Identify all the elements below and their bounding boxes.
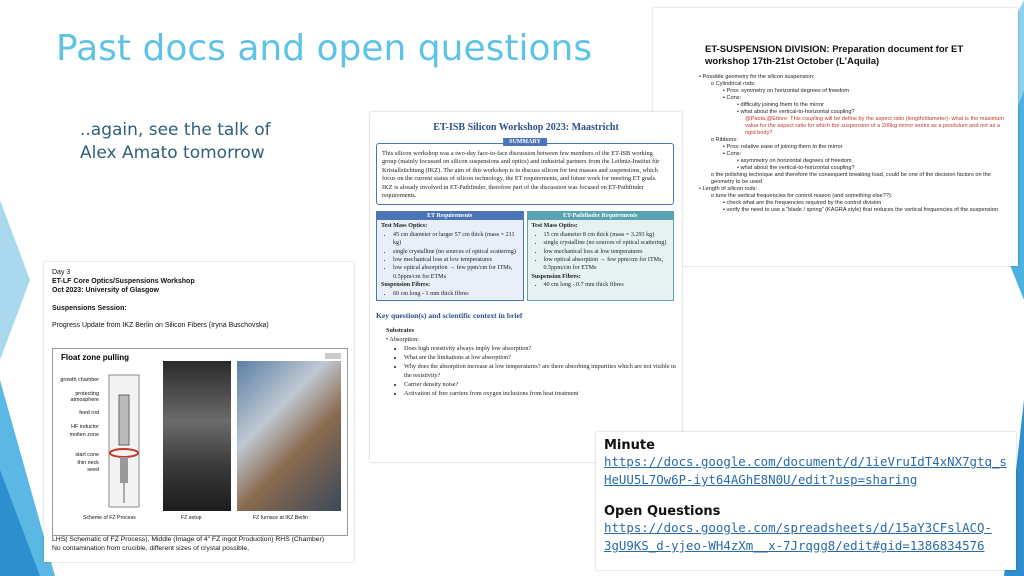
- fz-label: feed rod: [79, 409, 99, 416]
- fz-figure: [52, 348, 348, 536]
- doc-right-line: difficulty joining them to the mirror: [740, 102, 825, 108]
- doc-right-line: asymmetry on horizontal degrees of freedom: [740, 158, 852, 164]
- fz-schematic: [103, 365, 147, 515]
- doc-right-line: Pros: relative ease of joining them to the mirror: [726, 144, 843, 150]
- doc-mid-title: ET-ISB Silicon Workshop 2023: Maastricht: [433, 122, 619, 133]
- etpf-requirements-box: [527, 211, 675, 301]
- doc-right-line: Pros: symmetry on horizontal degrees of freedom: [726, 88, 850, 94]
- fz-label: protecting atmosphere: [70, 391, 99, 404]
- summary-label: SUMMARY: [503, 138, 547, 146]
- question-item: • What are the limitations at low absorption?: [404, 353, 676, 362]
- req-item: • 60 cm long - 1 mm thick fibres: [393, 290, 519, 298]
- footer-line: LHS( Schematic of FZ Process), Middle (Image of 4" FZ ingot Production) RHS (Chamber): [52, 536, 325, 543]
- req-item: • 40 cm long - 0.7 mm thick fibres: [544, 281, 670, 289]
- req-item: • 45 cm diameter or larger 57 cm thick (mass = 211 kg): [393, 231, 519, 248]
- links-box: [596, 432, 1016, 570]
- caption: Scheme of FZ Process: [83, 515, 136, 521]
- minute-label: Minute: [604, 438, 655, 453]
- fz-setup-photo: [163, 361, 231, 511]
- req-item: • low mechanical loss at low temperatures: [544, 248, 670, 256]
- doc-right-line: what about the vertical-to-horizontal coupling?: [740, 165, 855, 171]
- doc-right-comment: @Paola,@Ettore: This coupling will be define by the aspect ratio (length/diameter)- what is the maximum value for the aspect ratio for which the suspension of a 200kg mirror works as a pendulum and not as a rigid body?: [745, 116, 1005, 136]
- fz-label: growth chamber: [60, 377, 99, 383]
- subtitle-line-2: Alex Amato tomorrow: [80, 143, 265, 163]
- doc-right-line: Possible geometry for the silicon suspension:: [702, 74, 815, 80]
- et-requirements-box: [376, 211, 524, 301]
- substrates-label: Substrates: [386, 327, 414, 335]
- summary-box: [376, 139, 674, 205]
- fibres-label: Suspension Fibres:: [531, 273, 581, 280]
- fz-furnace-photo: [237, 361, 341, 511]
- req-item: • low optical absorption → few ppm/cm for ITMs, 0.5ppm/cm for ETMs: [393, 264, 519, 281]
- minute-url-line-2[interactable]: HeUU5L7Ow6P-iyt64AGhE8N0U/edit?usp=sharing: [604, 472, 918, 487]
- question-item: • Carrier density noise?: [404, 380, 676, 389]
- doc-right-line: the polishing technique and therefore the consequent breaking load, could be one of the decision factors on the geometry to be used: [711, 172, 991, 185]
- req-item: • single crystalline (no sources of optical scattering): [393, 248, 519, 256]
- doc-right-line: tune the vertical frequencies for control reason (and something else??):: [715, 193, 893, 199]
- req-item: • low mechanical loss at low temperatures: [393, 256, 519, 264]
- subtitle-line-1: ..again, see the talk of: [80, 120, 271, 140]
- doc-right-line: Cons:: [726, 151, 742, 157]
- workshop-label: ET-LF Core Optics/Suspensions Workshop: [52, 278, 195, 285]
- summary-text: This silicon workshop was a two-day face-to-face discussion between few members of the ET-ISB working group (mainly focussed on silicon suspensions and optics) and industrial partners from the Leibniz-Institut für Kristallzüchtung (IKZ). The aim of this workshop is to discuss silicon for test masses and suspensions, which focus on the current status of silicon technology, the ET requirements, and future work for meeting ET goals. IKZ is already involved in ET-Pathfinder, therefore part of the discussion was focused on ET-Pathfinder requirements.: [382, 150, 660, 200]
- etpf-requirements-header: ET-Pathfinder Requirements: [528, 212, 674, 220]
- talk-label: Progress Update from IKZ Berlin on Silicon Fibers (Iryna Buschovska): [52, 322, 269, 329]
- doc-right-line: Length of silicon rods:: [702, 186, 757, 192]
- session-label: Suspensions Session:: [52, 305, 127, 312]
- absorption-label: Absorption:: [389, 336, 419, 344]
- key-questions-title: Key question(s) and scientific context in brief: [376, 311, 523, 321]
- req-item: • low optical absorption → few ppm/cm for ITMs, 0.5ppm/cm for ETMs: [544, 256, 670, 273]
- doc-right-line: Cons:: [726, 95, 742, 101]
- doc-right-line: Ribbons:: [715, 137, 738, 143]
- question-item: • Why does the absorption increase at low temperatures? are there absorbing impurities which are not visible in the resistivity?: [404, 362, 676, 380]
- doc-right-line: what about the vertical-to-horizontal coupling?: [740, 109, 855, 115]
- fz-label: HF inductor: [71, 423, 99, 430]
- fibres-label: Suspension Fibres:: [381, 282, 431, 289]
- fig-logo: [325, 353, 341, 359]
- test-mass-label: Test Mass Optics:: [381, 223, 428, 230]
- open-questions-label: Open Questions: [604, 504, 721, 519]
- fig-title: Float zone pulling: [61, 353, 129, 362]
- doc-suspension-division: ET-SUSPENSION DIVISION: Preparation document for ET workshop 17th-21st October (L’Aquila) • Possible geometry for the silicon suspension: o Cylindrical rods: ▪ Pros: symmetry on horizontal degrees of freedom ▪ Cons: • difficulty joining them to the mirror • what about the vertical-to-horizontal coupling? @Paola,@Ettore: This coupling will be define by the aspect ratio (length/diameter)- what is the maximum value for the aspect ratio for which the suspension of a 200kg mirror works as a pendulum and not as a rigid body? o Ribbons: ▪ Pros: relative ease of joining them to the mirror ▪ Cons: • asymmetry on horizontal degrees of freedom • what about the vertical-to-horizontal coupling? o the polishing technique and therefore the consequent breaking load, could be one of the decision factors on the geometry to be used • Length of silicon rods: o tune the vertical frequencies for control reason (and something else??): ▪ check what are the frequencies required by the control division ▪ verify the need to use a “blade / spring” (KAGRA style) that reduces the vertical frequencies of the suspension: [653, 8, 1018, 266]
- req-item: • 15 cm diameter 8 cm thick (mass = 3.293 kg): [544, 231, 670, 239]
- req-item: • single crystalline (no sources of optical scattering): [544, 239, 670, 247]
- fz-label: thin neck: [77, 460, 99, 467]
- oq-url-line-2[interactable]: 3gU9KS_d-yjeo-WH4zXm__x-7Jrqgg8/edit#gid=1386834576: [604, 538, 985, 553]
- doc-right-line: check what are the frequencies required by the control division: [726, 200, 882, 206]
- question-item: • Activation of free carriers from oxygen inclusions from heat treatment: [404, 389, 676, 398]
- minute-link[interactable]: [604, 453, 1008, 489]
- subtitle: [80, 119, 271, 165]
- question-item: • Does high resistivity always imply low absorption?: [404, 344, 676, 353]
- doc-et-isb-workshop: ET-ISB Silicon Workshop 2023: Maastricht SUMMARY This silicon workshop was a two-day face-to-face discussion between few members of the ET-ISB working group (mainly focussed on silicon suspensions and optics) and industrial partners from the Leibniz-Institut für Kristallzüchtung (IKZ). The aim of this workshop is to discuss silicon for test masses and suspensions, which focus on the current status of silicon technology, the ET requirements, and future work for meeting ET goals. IKZ is already involved in ET-Pathfinder, therefore part of the discussion was focused on ET-Pathfinder requirements. ET Requirements Test Mass Optics: • 45 cm diameter or larger 57 cm thick (mass = 211 kg) • single crystalline (no sources of optical scattering) • low mechanical loss at low temperatures • low optical absorption → few ppm/cm for ITMs, 0.5ppm/cm for ETMs Suspension Fibres: • 60 cm long - 1 mm thick fibres ET-Pathfinder Requirements Test Mass Optics: • 15 cm diameter 8 cm thick (mass = 3.293 kg) • single crystalline (no sources of optical scattering) • low mechanical loss at low temperatures • low optical absorption → few ppm/cm for ITMs, 0.5ppm/cm for ETMs Suspension Fibres: • 40 cm long - 0.7 mm thick fibres Key question(s) and scientific context in brief Substrates • Absorption: • Does high resistivity always imply low absorption? • What are the limitations at low absorption? • Why does the absorption increase at low temperatures? are there absorbing impurities which are not visible in the resistivity? • Carrier density noise? • Activation of free carriers from oxygen inclusions from heat treatment: [370, 112, 682, 462]
- minute-url-line-1[interactable]: https://docs.google.com/document/d/1ieVruIdT4xNX7gtq_s: [604, 454, 1007, 469]
- fz-label: seed: [87, 466, 99, 473]
- caption: FZ setup: [181, 515, 202, 521]
- open-questions-link[interactable]: [604, 519, 1008, 555]
- page-title: Past docs and open questions: [56, 28, 593, 69]
- doc-right-line: verify the need to use a “blade / spring” (KAGRA style) that reduces the vertical frequencies of the suspension: [726, 207, 998, 213]
- caption: FZ furnace at IKZ Berlin: [253, 515, 309, 521]
- footer-line: No contamination from crucible, different sizes of crystal possible,: [52, 544, 250, 552]
- et-requirements-header: ET Requirements: [377, 212, 523, 220]
- oq-url-line-1[interactable]: https://docs.google.com/spreadsheets/d/15aY3CFslACQ-: [604, 520, 992, 535]
- test-mass-label: Test Mass Optics:: [531, 223, 578, 230]
- fz-label: molten zone: [69, 432, 99, 439]
- doc-glasgow-workshop: [44, 262, 354, 562]
- fz-label: start cone: [75, 452, 99, 459]
- doc-right-line: Cylindrical rods:: [715, 81, 756, 87]
- day-label: Day 3: [52, 269, 71, 276]
- date-label: Oct 2023: University of Glasgow: [52, 287, 159, 294]
- doc-right-title: ET-SUSPENSION DIVISION: Preparation document for ET workshop 17th-21st October (L’Aquila): [705, 44, 964, 67]
